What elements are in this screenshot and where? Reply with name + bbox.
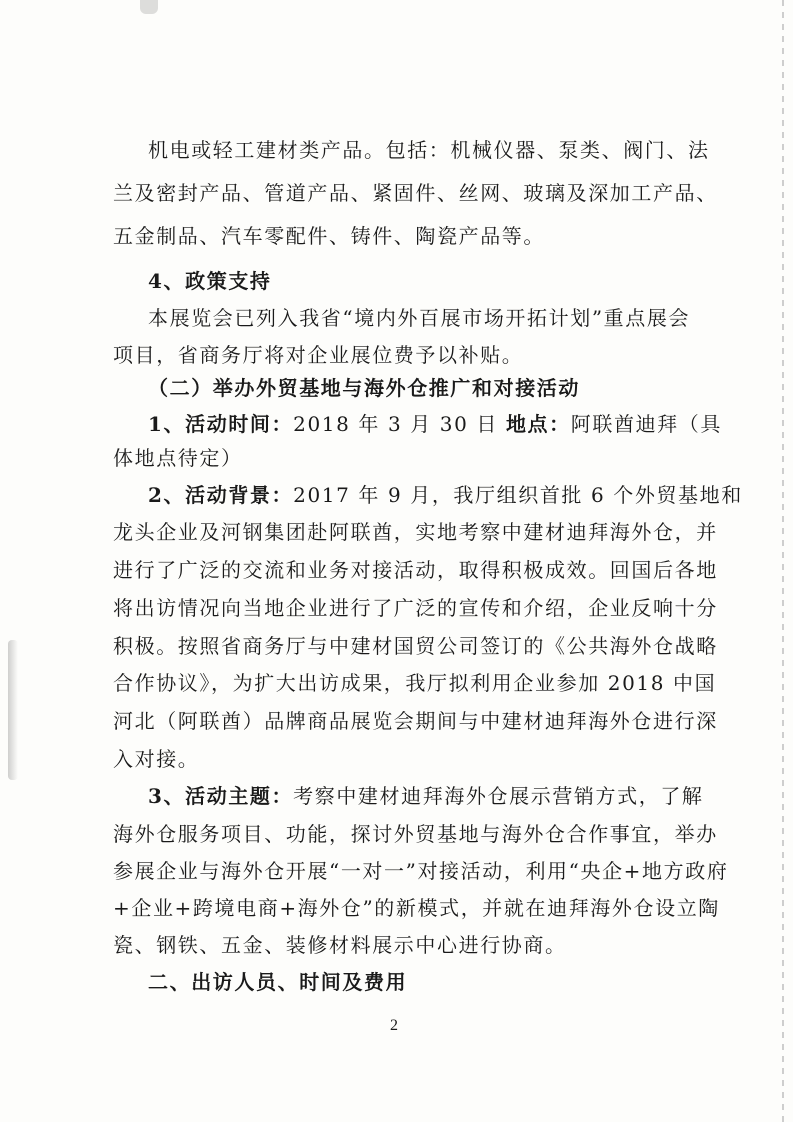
text-line bbox=[113, 893, 748, 923]
text-run: 入对接。 bbox=[113, 747, 200, 771]
text-run: 兰及密封产品、管道产品、紧固件、丝网、玻璃及深加工产品、 bbox=[113, 181, 718, 205]
text-run: 五金制品、汽车零配件、铸件、陶瓷产品等。 bbox=[113, 224, 545, 248]
text-line bbox=[148, 303, 748, 333]
text-line bbox=[113, 340, 593, 370]
bold-text: 地点： bbox=[505, 412, 571, 436]
text-run: 合作协议》，为扩大出访成果，我厅拟利用企业参加 2018 中国 bbox=[113, 671, 717, 695]
text-run: 考察中建材迪拜海外仓展示营销方式，了解 bbox=[293, 784, 704, 808]
text-run: 2018 年 3 月 30 日 bbox=[293, 412, 506, 436]
text-line bbox=[113, 555, 748, 585]
text-line bbox=[113, 930, 593, 960]
text-line bbox=[148, 409, 748, 439]
text-line bbox=[113, 706, 748, 736]
bold-text: 2、活动背景： bbox=[148, 483, 294, 507]
bold-text: 3、活动主题： bbox=[148, 784, 294, 808]
text-line bbox=[148, 781, 748, 811]
text-run: 瓷、钢铁、五金、装修材料展示中心进行协商。 bbox=[113, 933, 567, 957]
text-line bbox=[148, 967, 448, 997]
text-line bbox=[113, 178, 748, 208]
text-line bbox=[113, 631, 748, 661]
scan-artifact bbox=[140, 0, 158, 14]
text-run: 进行了广泛的交流和业务对接活动，取得积极成效。回国后各地 bbox=[113, 558, 718, 582]
text-line bbox=[113, 819, 748, 849]
text-run: 机电或轻工建材类产品。包括：机械仪器、泵类、阀门、法 bbox=[148, 138, 710, 162]
text-run: 项目，省商务厅将对企业展位费予以补贴。 bbox=[113, 343, 524, 367]
text-run: 体地点待定） bbox=[113, 446, 243, 470]
text-line bbox=[113, 221, 593, 251]
text-line bbox=[148, 480, 748, 510]
text-line bbox=[113, 744, 233, 774]
text-line bbox=[148, 373, 628, 403]
text-run: 将出访情况向当地企业进行了广泛的宣传和介绍，企业反响十分 bbox=[113, 596, 718, 620]
bold-text: 1、活动时间： bbox=[148, 412, 294, 436]
bold-text: （二）举办外贸基地与海外仓推广和对接活动 bbox=[148, 376, 580, 400]
text-run: 参展企业与海外仓开展“一对一”对接活动，利用“央企+地方政府 bbox=[113, 859, 729, 883]
text-line bbox=[113, 856, 748, 886]
text-line bbox=[113, 593, 748, 623]
text-run: 阿联酋迪拜（具 bbox=[570, 412, 722, 436]
text-run: 积极。按照省商务厅与中建材国贸公司签订的《公共海外仓战略 bbox=[113, 634, 718, 658]
text-run: 河北（阿联酋）品牌商品展览会期间与中建材迪拜海外仓进行深 bbox=[113, 709, 718, 733]
bold-text: 4、政策支持 bbox=[148, 269, 272, 293]
text-line bbox=[113, 517, 748, 547]
text-run: 龙头企业及河钢集团赴阿联酋，实地考察中建材迪拜海外仓，并 bbox=[113, 520, 718, 544]
text-line bbox=[148, 266, 298, 296]
text-run: +企业+跨境电商+海外仓”的新模式，并就在迪拜海外仓设立陶 bbox=[113, 896, 720, 920]
text-run: 海外仓服务项目、功能，探讨外贸基地与海外仓合作事宜，举办 bbox=[113, 822, 718, 846]
text-line bbox=[113, 443, 283, 473]
scan-artifact bbox=[782, 0, 784, 1122]
bold-text: 二、出访人员、时间及费用 bbox=[148, 970, 408, 994]
page-number: 2 bbox=[390, 1017, 398, 1034]
text-line bbox=[148, 135, 748, 165]
text-line bbox=[113, 668, 748, 698]
text-run: 本展览会已列入我省“境内外百展市场开拓计划”重点展会 bbox=[148, 306, 691, 330]
text-run: 2017 年 9 月，我厅组织首批 6 个外贸基地和 bbox=[293, 483, 743, 507]
scan-artifact bbox=[8, 640, 18, 780]
